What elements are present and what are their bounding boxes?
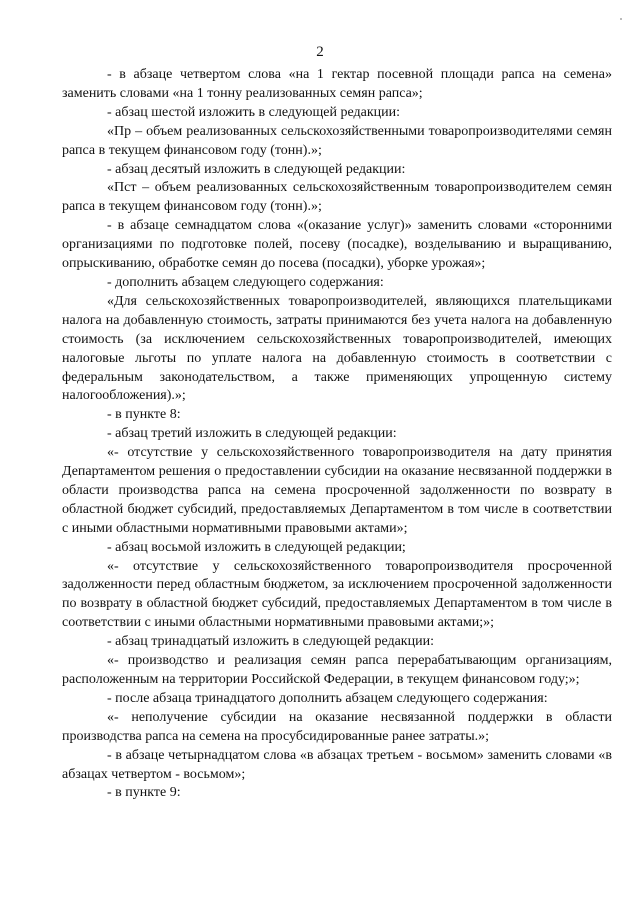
paragraph: - абзац шестой изложить в следующей редакции: <box>107 104 400 120</box>
paragraph: «- отсутствие у сельскохозяйственного товаропроизводителя на дату принятия Департаментом решения о предоставлении субсидии на оказание несвязанной поддержки в области производства рапса на семена просроченной задолженности по возврату в областной бюджет субсидий, предоставляемых Департаментом в том числе в соответствии с иными областными нормативными правовыми актами»; <box>62 445 612 536</box>
paragraph: «Пр – объем реализованных сельскохозяйственными товаропроизводителями семян рапса в текущем финансовом году (тонн).»; <box>62 123 612 158</box>
paragraph: «- производство и реализация семян рапса перерабатывающим организациям, расположенным на территории Российской Федерации, в текущем финансовом году;»; <box>62 653 612 687</box>
paragraph: «Для сельскохозяйственных товаропроизводителей, являющихся плательщиками налога на добавленную стоимость, затраты принимаются без учета налога на добавленную стоимость (за исключением сельскохозяйственных товаропроизводителей, имеющих налоговые льготы по уплате налога на добавленную стоимость в соответствии с федеральным законодательством, а также применяющих упрощенную систему налогообложения).»; <box>62 293 612 404</box>
paragraph: «- отсутствие у сельскохозяйственного товаропроизводителя просроченной задолженности перед областным бюджетом, за исключением просроченной задолженности по возврату в областной бюджет субсидий, предоставляемых Департаментом в том числе в соответствии с иными областными нормативными правовыми актами;»; <box>62 558 612 631</box>
paragraph: - в абзаце четырнадцатом слова «в абзацах третьем - восьмом» заменить словами «в абзацах четвертом - восьмом»; <box>62 747 612 782</box>
paragraph: «- неполучение субсидии на оказание несвязанной поддержки в области производства рапса на семена на просубсидированные ранее затраты.»; <box>62 709 612 744</box>
paragraph: - в пункте 9: <box>107 785 181 801</box>
paragraph: - абзац восьмой изложить в следующей редакции; <box>107 539 406 555</box>
paragraph: - после абзаца тринадцатого дополнить абзацем следующего содержания: <box>107 690 548 706</box>
page-number: 2 <box>316 44 324 60</box>
paragraph: - в абзаце семнадцатом слова «(оказание услуг)» заменить словами «сторонними организациями по подготовке полей, посеву (посадке), возделыванию и выращиванию, опрыскиванию, обработке семян до посева (посадки), уборке урожая»; <box>62 218 612 272</box>
paragraph: - абзац десятый изложить в следующей редакции: <box>107 161 406 177</box>
paragraph: - абзац тринадцатый изложить в следующей редакции: <box>107 634 434 650</box>
document-body <box>62 66 612 803</box>
paragraph: - в пункте 8: <box>107 407 181 423</box>
scan-mark <box>620 18 622 20</box>
paragraph: - абзац третий изложить в следующей редакции: <box>107 426 397 442</box>
paragraph: - в абзаце четвертом слова «на 1 гектар посевной площади рапса на семена» заменить словами «на 1 тонну реализованных семян рапса»; <box>62 67 612 101</box>
paragraph: - дополнить абзацем следующего содержания: <box>107 274 384 290</box>
paragraph: «Пст – объем реализованных сельскохозяйственным товаропроизводителем семян рапса в текущем финансовом году (тонн).»; <box>62 180 612 215</box>
